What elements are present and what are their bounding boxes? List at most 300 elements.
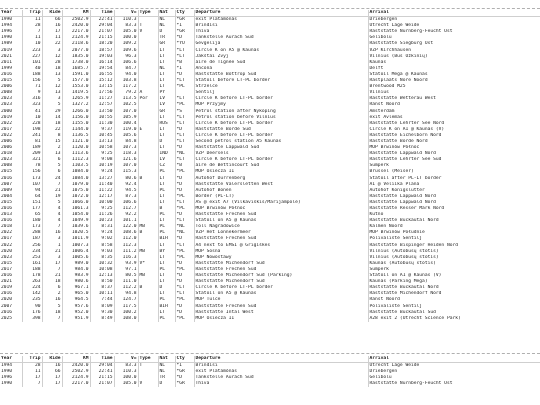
- table-cell: Amsterdam: [368, 109, 540, 115]
- table-cell: 15: [42, 139, 62, 145]
- column-header: Time: [90, 10, 114, 17]
- table-cell: 111.2: [114, 249, 138, 255]
- table-cell: LT: [158, 72, 175, 78]
- table-cell: 2217.0: [62, 29, 90, 35]
- table-cell: Second petrol station A5 Kaunas: [194, 139, 368, 145]
- table-cell: PL: [158, 188, 175, 194]
- table-cell: LT: [158, 218, 175, 224]
- table-cell: 1990: [1, 17, 13, 23]
- table-cell: Vilnius (Autobusų stotis): [368, 249, 540, 255]
- table-cell: Thíva: [194, 381, 368, 387]
- column-header: Arrival: [368, 10, 540, 17]
- table-cell: A1 @ Veliika Plana: [368, 182, 540, 188]
- table-cell: 12:13: [90, 273, 114, 279]
- table-cell: LV: [158, 102, 175, 108]
- table-cell: 176: [22, 310, 42, 316]
- table-cell: LT: [158, 279, 175, 285]
- table-cell: 2013: [1, 212, 13, 218]
- table-cell: exit Avlemas: [368, 115, 540, 121]
- table-cell: LT: [158, 273, 175, 279]
- table-cell: Statoil before LT-PL border: [194, 78, 368, 84]
- table-cell: 10:19: [90, 163, 114, 169]
- table-cell: Raststätte Lehrter See Nord: [368, 121, 540, 127]
- table-cell: Raststätte Frechen Süd: [194, 236, 368, 242]
- table-cell: 398: [22, 316, 42, 322]
- column-header: Departure: [194, 10, 368, 17]
- table-cell: Strzelce: [194, 84, 368, 90]
- table-cell: MB: [138, 249, 158, 255]
- table-cell: *LT: [175, 285, 194, 291]
- table-cell: 29:04: [90, 363, 114, 370]
- table-cell: 2022: [1, 132, 13, 138]
- table-cell: 122.0: [114, 224, 138, 230]
- table-cell: 2004: [1, 193, 13, 199]
- table-cell: *D: [175, 188, 194, 194]
- table-cell: B: [138, 285, 158, 291]
- table-cell: [138, 17, 158, 24]
- table-row: [0, 316, 540, 322]
- table-cell: 2022: [1, 230, 13, 236]
- table-cell: 21: [42, 249, 62, 255]
- table-cell: 2: [42, 291, 62, 297]
- table-cell: *GR: [175, 369, 194, 375]
- table-cell: 1419.5: [62, 90, 90, 96]
- table-cell: PL: [158, 267, 175, 273]
- table-cell: 21:07: [90, 29, 114, 35]
- table-cell: 2017: [1, 236, 13, 242]
- table-cell: 40: [22, 66, 42, 72]
- table-cell: 106.6: [114, 200, 138, 206]
- table-cell: *NL: [175, 224, 194, 230]
- table-cell: T: [138, 363, 158, 370]
- table-cell: LT: [158, 133, 175, 139]
- table-cell: 112.2: [114, 285, 138, 291]
- table-cell: Raststätte Intal West: [194, 310, 368, 316]
- table-cell: *LT: [175, 243, 194, 249]
- table-cell: 10:08: [90, 267, 114, 273]
- table-cell: *D: [175, 145, 194, 151]
- table-cell: 1994: [1, 363, 13, 369]
- table-cell: 2017: [1, 266, 13, 272]
- table-cell: 11: [22, 35, 42, 41]
- table-cell: Raststätte Frechen Süd: [194, 267, 368, 273]
- table-cell: Polivalište Sentilj: [368, 236, 540, 242]
- table-cell: *LT: [175, 48, 194, 54]
- table-cell: 2124.9: [62, 375, 90, 381]
- table-cell: 2023: [1, 254, 13, 260]
- table-cell: 2016: [1, 309, 13, 315]
- table-cell: A28 exit 2 (Utrecht Science Park): [368, 316, 540, 322]
- table-cell: 187: [22, 236, 42, 242]
- table-cell: 4: [42, 218, 62, 224]
- table-cell: 83.3: [114, 363, 138, 370]
- table-cell: 12: [42, 84, 62, 90]
- table-cell: 1112.3: [62, 157, 90, 163]
- table-cell: Autohof Königslutter: [368, 188, 540, 194]
- top-divider: [0, 8, 540, 9]
- column-header: Arrival: [368, 356, 540, 363]
- table-cell: 1155.0: [62, 121, 90, 127]
- table-cell: D: [158, 381, 175, 387]
- table-cell: Kaunas: [368, 60, 540, 66]
- table-cell: Raststätte Börde Süd: [194, 127, 368, 133]
- table-cell: 112.7: [114, 206, 138, 212]
- table-cell: Raststätte Michendorf Süd: [194, 261, 368, 267]
- table-cell: 66: [42, 17, 62, 24]
- table-cell: 22:41: [90, 369, 114, 375]
- table-cell: Autohof Dürrenberg: [194, 176, 368, 182]
- table-cell: 10:32: [90, 261, 114, 267]
- table-cell: 19:03: [90, 54, 114, 60]
- column-header: Year: [0, 356, 22, 363]
- table-cell: 1577.0: [62, 78, 90, 84]
- table-cell: 1079.0: [62, 182, 90, 188]
- table-cell: Raststätte Nürnberg-Feucht Ost: [368, 381, 540, 387]
- table-cell: 2019: [1, 47, 13, 53]
- table-cell: A4 next to EMSI @ Grigiškės: [194, 243, 368, 249]
- table-cell: 17: [42, 375, 62, 381]
- table-cell: 7: [42, 182, 62, 188]
- table-cell: 8:37: [90, 285, 114, 291]
- table-cell: 173: [22, 224, 42, 230]
- table-cell: Raststätte Resser Mark Nord: [368, 206, 540, 212]
- table-cell: B: [138, 176, 158, 182]
- table-cell: *D: [175, 176, 194, 182]
- table-cell: 8:31: [90, 224, 114, 230]
- table-cell: 8:09: [90, 304, 114, 310]
- table-cell: 81: [22, 139, 42, 145]
- table-cell: [138, 316, 158, 322]
- column-header: Ride: [42, 356, 62, 363]
- table-cell: Raststätte Michendorf Süd: [194, 279, 368, 285]
- table-cell: 9:30: [90, 310, 114, 316]
- table-cell: 2008: [1, 163, 13, 169]
- table-cell: 9:37: [90, 127, 114, 133]
- table-cell: LT: [158, 54, 175, 60]
- table-cell: 980.6: [62, 279, 90, 285]
- table-cell: Autohof Bönen: [194, 188, 368, 194]
- column-header: Type: [138, 356, 158, 363]
- table-cell: *D: [175, 261, 194, 267]
- table-cell: Circle K before LT-PL border: [194, 285, 368, 291]
- table-cell: Raststätte Michendorf Süd (Parking): [194, 273, 368, 279]
- table-cell: 13:13: [90, 139, 114, 145]
- table-cell: RUS: [158, 121, 175, 127]
- table-cell: 3: [42, 255, 62, 261]
- table-cell: MOP Brwinów Południe: [368, 230, 540, 236]
- table-header-row: [0, 356, 540, 363]
- table-cell: 7: [22, 29, 42, 35]
- table-cell: 12: [42, 54, 62, 60]
- table-cell: B: [158, 206, 175, 212]
- table-cell: 1020.5: [62, 230, 90, 236]
- table-cell: Raststätte Buckautal Nord: [368, 218, 540, 224]
- table-cell: MOP Tulce: [194, 297, 368, 303]
- table-cell: *PL: [175, 255, 194, 261]
- table-cell: 11:22: [90, 188, 114, 194]
- table-cell: 121.6: [114, 157, 138, 163]
- table-cell: Raststätte Bottrop Süd: [194, 72, 368, 78]
- table-cell: D: [158, 139, 175, 145]
- table-cell: *D: [175, 310, 194, 316]
- table-cell: 19:54: [90, 66, 114, 72]
- table-cell: Border (PL-LT): [194, 194, 368, 200]
- table-cell: Raststätte Bispinger Heiden Nord: [368, 243, 540, 249]
- table-cell: NL: [158, 66, 175, 72]
- table-cell: 100.0: [114, 375, 138, 381]
- table-cell: 1996: [1, 375, 13, 381]
- table-cell: Tankstelle Aurach Süd: [194, 375, 368, 381]
- table-cell: aire de Bettincourt Sud: [194, 163, 368, 169]
- table-cell: 118.3: [114, 151, 138, 157]
- table-cell: *LT: [175, 139, 194, 145]
- table-cell: 1120.0: [62, 145, 90, 151]
- table-cell: 288: [22, 230, 42, 236]
- table-cell: 1266.0: [62, 109, 90, 115]
- table-cell: Statoil on A5 @ Kaunas: [194, 291, 368, 297]
- table-cell: 65: [22, 212, 42, 218]
- table-cell: *PL: [175, 102, 194, 108]
- table-cell: 4: [42, 206, 62, 212]
- table-cell: NL: [158, 363, 175, 370]
- table-cell: 112.0: [114, 236, 138, 242]
- table-cell: BIH: [158, 304, 175, 310]
- table-cell: T: [138, 23, 158, 29]
- table-cell: LT: [158, 48, 175, 54]
- table-cell: 235: [22, 297, 42, 303]
- table-cell: 2006: [1, 145, 13, 151]
- table-cell: 2124.9: [62, 35, 90, 41]
- table-cell: 21:15: [90, 375, 114, 381]
- table-cell: 8:49: [90, 316, 114, 322]
- table-cell: 2009: [1, 187, 13, 193]
- table-cell: Kutno: [368, 212, 540, 218]
- table-cell: 78: [22, 163, 42, 169]
- table-cell: 17: [42, 261, 62, 267]
- table-cell: 2007: [1, 303, 13, 309]
- table-cell: LT: [158, 291, 175, 297]
- table-cell: 142: [22, 291, 42, 297]
- table-cell: LT: [158, 310, 175, 316]
- column-header: Nat: [158, 356, 175, 363]
- table-cell: *GR: [175, 29, 194, 35]
- table-cell: 1121.0: [62, 139, 90, 145]
- table-cell: *S: [175, 109, 194, 115]
- table-cell: *LT: [175, 115, 194, 121]
- table-cell: 4: [42, 212, 62, 218]
- table-cell: 115.3: [114, 169, 138, 175]
- table-cell: PL: [158, 297, 175, 303]
- table-cell: 1835.0: [62, 54, 90, 60]
- table-cell: 18:20: [90, 41, 114, 47]
- table-cell: 29: [42, 109, 62, 115]
- table-cell: 2420.0: [62, 363, 90, 370]
- column-header: Type: [138, 10, 158, 17]
- table-cell: 2011: [1, 59, 13, 65]
- table-cell: 1156.0: [62, 115, 90, 121]
- table-cell: 110.3: [114, 17, 138, 24]
- table-cell: *D: [175, 273, 194, 279]
- table-cell: Raststätte Nürnberg-Feucht Ost: [368, 29, 540, 35]
- table-cell: 1685.7: [62, 66, 90, 72]
- table-cell: *PL: [175, 316, 194, 322]
- table-cell: 10: [22, 115, 42, 121]
- column-header: Ride: [42, 10, 62, 17]
- table-cell: 1994: [1, 23, 13, 29]
- table-cell: *I: [175, 363, 194, 370]
- table-cell: PL: [158, 316, 175, 322]
- table-cell: *PL: [175, 84, 194, 90]
- table-cell: 2217.0: [62, 381, 90, 387]
- table-cell: Polivalište Sentilj: [368, 304, 540, 310]
- table-cell: Raststätte Siegburg Ost: [368, 41, 540, 47]
- table-header-row: [0, 10, 540, 17]
- table-cell: 178: [22, 273, 42, 279]
- table-cell: 2022: [1, 120, 13, 126]
- table-cell: Circle K on A1 @ Kaunas (V): [368, 127, 540, 133]
- column-header: Time: [90, 356, 114, 363]
- table-cell: MB: [138, 224, 158, 230]
- table-cell: *LT: [175, 157, 194, 163]
- table-cell: 9:25: [90, 151, 114, 157]
- table-cell: 12:57: [90, 102, 114, 108]
- trips-table-secondary: [0, 356, 540, 387]
- table-cell: 983.9: [62, 273, 90, 279]
- table-cell: Por: [138, 96, 158, 102]
- table-cell: 107.0: [114, 163, 138, 169]
- table-cell: 64: [22, 194, 42, 200]
- table-cell: 12:17: [90, 194, 114, 200]
- table-cell: Rastplaats Nore Noord: [368, 78, 540, 84]
- table-cell: 2: [42, 145, 62, 151]
- table-cell: 9:02: [90, 236, 114, 242]
- table-cell: 1265.9: [62, 96, 90, 102]
- table-cell: LT: [158, 255, 175, 261]
- table-cell: 161: [22, 261, 42, 267]
- column-header: Trip: [22, 10, 42, 17]
- table-cell: *PL: [175, 297, 194, 303]
- table-cell: 316: [22, 96, 42, 102]
- table-cell: 21: [42, 188, 62, 194]
- table-cell: 241: [22, 133, 42, 139]
- table-cell: PY: [158, 90, 175, 96]
- table-cell: PL: [158, 224, 175, 230]
- table-cell: Raststätte Eichelborn Nord: [368, 133, 540, 139]
- table-cell: Vilnius (Bus Ožkinių): [368, 54, 540, 60]
- table-cell: 112.3: [114, 243, 138, 249]
- table-cell: 18: [42, 66, 62, 72]
- column-header: Cty: [175, 10, 194, 17]
- table-cell: 952.0: [62, 310, 90, 316]
- table-cell: 96.3: [114, 54, 138, 60]
- table-row: [0, 381, 540, 387]
- table-cell: 1075.0: [62, 188, 90, 194]
- table-cell: NL: [158, 17, 175, 24]
- table-cell: 22:41: [90, 17, 114, 24]
- table-cell: 209: [22, 151, 42, 157]
- table-cell: 2020: [1, 297, 13, 303]
- table-cell: 5: [42, 102, 62, 108]
- table-cell: CZ: [158, 163, 175, 169]
- table-cell: 2015: [1, 260, 13, 266]
- table-cell: 105.0: [114, 29, 138, 35]
- table-cell: 10:23: [90, 218, 114, 224]
- column-header: Trip: [22, 356, 42, 363]
- table-cell: 1989: [1, 41, 13, 47]
- table-cell: 10: [22, 41, 42, 47]
- table-cell: *B: [175, 163, 194, 169]
- table-cell: 17: [22, 375, 42, 381]
- table-cell: 9:24: [90, 169, 114, 175]
- table-cell: V: [138, 381, 158, 387]
- table-cell: 105.9: [114, 115, 138, 121]
- table-cell: Raststätte Börde Nord: [368, 139, 540, 145]
- table-cell: 108.0: [114, 316, 138, 322]
- table-cell: 11: [42, 35, 62, 41]
- table-cell: 18:57: [90, 48, 114, 54]
- table-cell: Gevgelija: [194, 41, 368, 47]
- table-cell: Driebergen: [368, 17, 540, 24]
- table-cell: Raststätte Lappwald Nord: [368, 200, 540, 206]
- column-header: KM: [62, 10, 90, 17]
- table-cell: 5: [42, 200, 62, 206]
- table-cell: 984.0: [62, 267, 90, 273]
- table-cell: 110.3: [114, 369, 138, 375]
- table-cell: *PL: [175, 267, 194, 273]
- table-cell: 2020: [1, 248, 13, 254]
- table-cell: 156: [22, 169, 42, 175]
- table-cell: Gelibolu: [368, 35, 540, 41]
- table-cell: 188: [22, 72, 42, 78]
- table-cell: 10:58: [90, 145, 114, 151]
- table-cell: 13: [42, 151, 62, 157]
- table-cell: 97.1: [114, 267, 138, 273]
- table-cell: 16: [42, 23, 62, 29]
- table-cell: Kalmen Noord: [368, 224, 540, 230]
- table-cell: 6: [42, 157, 62, 163]
- table-cell: B: [138, 230, 158, 236]
- table-cell: LT: [158, 194, 175, 200]
- table-cell: MOP Brwinów Północ: [194, 206, 368, 212]
- column-header: Cty: [175, 356, 194, 363]
- table-cell: 1049.9: [62, 218, 90, 224]
- table-cell: 2023: [1, 96, 13, 102]
- table-cell: 2018: [1, 151, 13, 157]
- table-cell: 2006: [1, 138, 13, 144]
- table-cell: 1103.5: [62, 163, 90, 169]
- table-cell: 100.2: [114, 310, 138, 316]
- table-cell: MB: [138, 273, 158, 279]
- table-cell: Raststätte Frechen Süd: [194, 212, 368, 218]
- table-cell: Vilnius (Autobusų stotis): [368, 255, 540, 261]
- table-cell: LT: [158, 115, 175, 121]
- table-cell: PL: [158, 169, 175, 175]
- table-cell: Statoil on A5 @ Kaunas: [194, 218, 368, 224]
- table-cell: 2420.0: [62, 23, 90, 29]
- table-row: [0, 17, 540, 24]
- table-cell: 9:25: [90, 206, 114, 212]
- table-cell: 41: [22, 109, 42, 115]
- table-cell: MOP Osiecza II: [194, 316, 368, 322]
- table-cell: *B: [175, 60, 194, 66]
- table-cell: 105.0: [114, 381, 138, 387]
- table-cell: 10:11: [90, 291, 114, 297]
- table-cell: 9:24: [90, 230, 114, 236]
- table-cell: 80.6: [114, 176, 138, 182]
- table-cell: 6: [42, 169, 62, 175]
- table-cell: 94.5: [114, 188, 138, 194]
- table-cell: 71: [22, 84, 42, 90]
